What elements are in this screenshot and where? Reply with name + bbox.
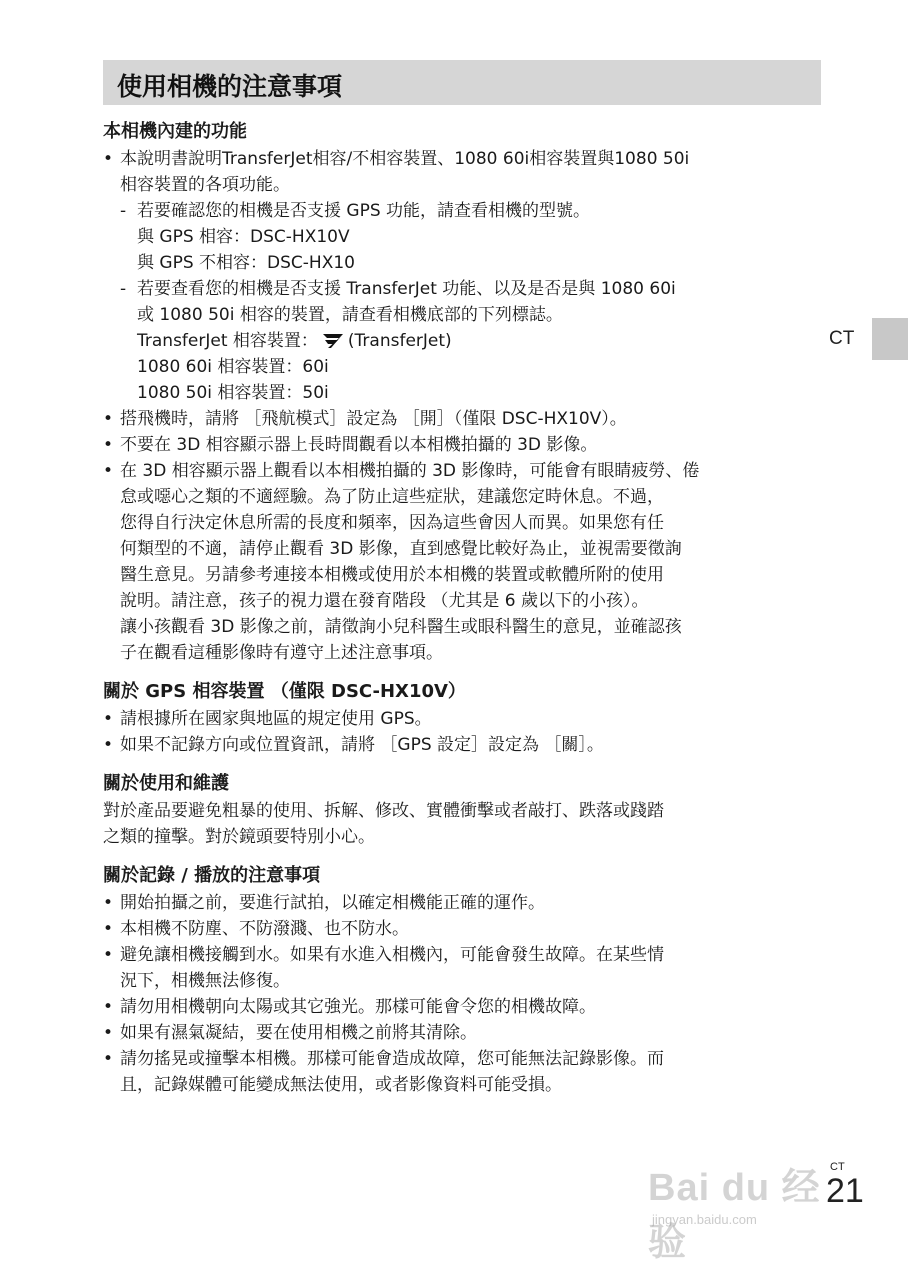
paragraph-line: 對於產品要避免粗暴的使用、拆解、修改、實體衝擊或者敲打、跌落或踐踏 (103, 801, 664, 821)
section-gps (103, 678, 823, 758)
sub-line: 1080 60i 相容裝置：60i (137, 357, 329, 377)
bullet-item (103, 406, 823, 432)
bullet-text: 在 3D 相容顯示器上觀看以本相機拍攝的 3D 影像時，可能會有眼睛疲勞、倦 (120, 461, 700, 481)
bullet-item (103, 1020, 823, 1046)
bullet-item (103, 432, 823, 458)
bullet-text: 如果有濕氣凝結，要在使用相機之前將其清除。 (120, 1023, 477, 1043)
sub-line: 與 GPS 不相容：DSC-HX10 (137, 253, 355, 273)
bullet-item (103, 146, 823, 172)
sub-line: 與 GPS 相容：DSC-HX10V (137, 227, 350, 247)
sub-line: 或 1080 50i 相容的裝置，請查看相機底部的下列標誌。 (137, 305, 563, 325)
section-heading: 關於記錄 / 播放的注意事項 (103, 865, 321, 886)
section-recording (103, 862, 823, 1098)
bullet-item (103, 732, 823, 758)
section-builtin-functions (103, 118, 823, 666)
dash-item (103, 198, 823, 224)
section-title-bar (103, 60, 821, 105)
page-title: 使用相機的注意事項 (117, 72, 343, 101)
bullet-continuation: 子在觀看這種影像時有遵守上述注意事項。 (120, 643, 443, 663)
section-heading: 本相機內建的功能 (103, 121, 247, 142)
baidu-watermark (640, 1150, 840, 1264)
section-heading: 關於 GPS 相容裝置 （僅限 DSC-HX10V） (103, 681, 466, 702)
bullet-text: 本說明書說明TransferJet相容/不相容裝置、1080 60i相容裝置與1080 50i (120, 149, 690, 169)
bullet-text: 開始拍攝之前，要進行試拍，以確定相機能正確的運作。 (120, 893, 545, 913)
section-care (103, 770, 823, 850)
bullet-continuation: 況下，相機無法修復。 (120, 971, 290, 991)
page-lang-code: CT (830, 1161, 845, 1173)
sub-line-transferjet (103, 328, 823, 354)
bullet-item (103, 916, 823, 942)
section-heading: 關於使用和維護 (103, 773, 229, 794)
bullet-continuation: 讓小孩觀看 3D 影像之前，請徵詢小兒科醫生或眼科醫生的意見，並確認孩 (120, 617, 682, 637)
bullet-continuation: 怠或噁心之類的不適經驗。為了防止這些症狀，建議您定時休息。不過， (120, 487, 664, 507)
bullet-continuation: 說明。請注意，孩子的視力還在發育階段 （尤其是 6 歲以下的小孩）。 (120, 591, 649, 611)
bullet-continuation: 醫生意見。另請參考連接本相機或使用於本相機的裝置或軟體所附的使用 (120, 565, 664, 585)
bullet-continuation: 相容裝置的各項功能。 (120, 175, 290, 195)
bullet-text: 請勿搖晃或撞擊本相機。那樣可能會造成故障，您可能無法記錄影像。而 (120, 1049, 664, 1069)
page-number: 21 (826, 1172, 864, 1210)
watermark-logo: Bai du 经验 (648, 1167, 821, 1264)
bullet-continuation: 且，記錄媒體可能變成無法使用，或者影像資料可能受損。 (120, 1075, 562, 1095)
dash-item (103, 276, 823, 302)
bullet-text: 請根據所在國家與地區的規定使用 GPS。 (120, 709, 432, 729)
watermark-url: jingyan.baidu.com (652, 1212, 757, 1227)
side-tab-marker (872, 318, 908, 360)
bullet-item (103, 1046, 823, 1072)
bullet-text: 避免讓相機接觸到水。如果有水進入相機內，可能會發生故障。在某些情 (120, 945, 664, 965)
bullet-text: 請勿用相機朝向太陽或其它強光。那樣可能會令您的相機故障。 (120, 997, 596, 1017)
bullet-text: 搭飛機時，請將 ［飛航模式］設定為 ［開］（僅限 DSC-HX10V）。 (120, 409, 627, 429)
main-content (103, 118, 823, 1098)
bullet-item (103, 458, 823, 484)
bullet-item (103, 706, 823, 732)
bullet-item (103, 890, 823, 916)
transferjet-logo-icon (322, 333, 344, 349)
side-tab-label: CT (829, 328, 855, 349)
bullet-item (103, 994, 823, 1020)
bullet-text: 不要在 3D 相容顯示器上長時間觀看以本相機拍攝的 3D 影像。 (120, 435, 598, 455)
bullet-continuation: 您得自行決定休息所需的長度和頻率，因為這些會因人而異。如果您有任 (120, 513, 664, 533)
transferjet-label: TransferJet 相容裝置： (137, 331, 318, 351)
dash-text: 若要確認您的相機是否支援 GPS 功能，請查看相機的型號。 (137, 201, 591, 221)
bullet-item (103, 942, 823, 968)
dash-text: 若要查看您的相機是否支援 TransferJet 功能、以及是否是與 1080 60i (137, 279, 676, 299)
bullet-text: 本相機不防塵、不防潑濺、也不防水。 (120, 919, 409, 939)
bullet-text: 如果不記錄方向或位置資訊，請將 ［GPS 設定］設定為 ［關］。 (120, 735, 604, 755)
paragraph-line: 之類的撞擊。對於鏡頭要特別小心。 (103, 827, 375, 847)
transferjet-paren: (TransferJet) (347, 331, 452, 351)
sub-line: 1080 50i 相容裝置：50i (137, 383, 329, 403)
bullet-continuation: 何類型的不適，請停止觀看 3D 影像，直到感覺比較好為止，並視需要徵詢 (120, 539, 682, 559)
